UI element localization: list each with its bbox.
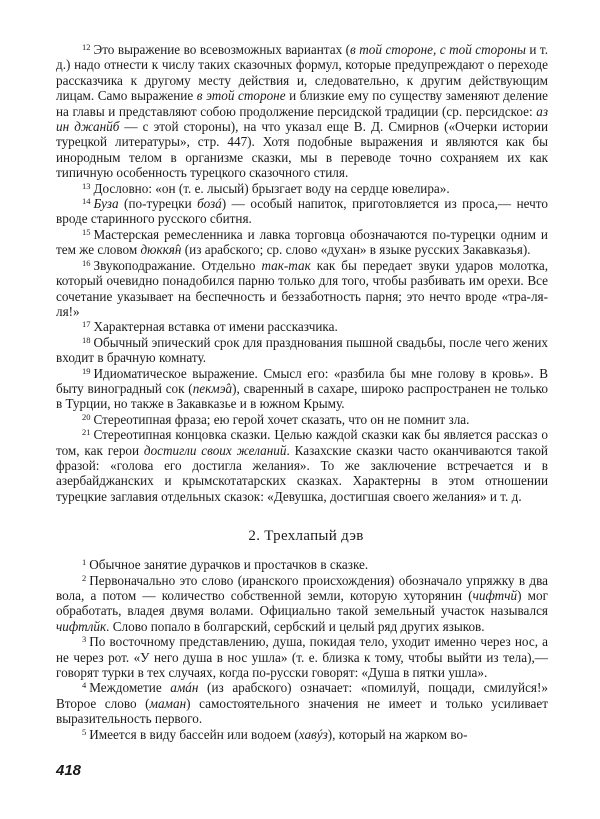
- footnote-text: Стереотипная концовка сказки. Целью каждой сказки как бы является рассказ о том, как герои: [56, 427, 548, 458]
- footnote-text: — с этой стороны), на что указал еще В. Д. Смирнов («Очерки истории турецкой литературы», стр. 447). Хотя подобные выражения и являются как бы инородным телом в организме сказки, мы в переводе точно сохраняем их как типичную особенность турецкого сказочного стиля.: [56, 119, 548, 181]
- footnote-text: (из арабского; ср. слово «духан» в языке русских Закавказья).: [181, 242, 531, 258]
- footnote-text: Идиоматическое выражение. Смысл его: «разбила бы мне голову в кровь». В быту виноградный сок (: [56, 365, 548, 396]
- italic-term: чифтлйк: [56, 618, 107, 634]
- footnote-text: Характерная вставка от имени рассказчика.: [93, 319, 338, 335]
- footnote-text: ) мог обработать, владея двумя волами. Официально такой земельный участок назывался: [56, 588, 548, 619]
- italic-term: амáн: [170, 680, 199, 696]
- footnote-number: 12: [82, 42, 91, 52]
- section-heading: 2. Трехлапый дэв: [248, 528, 364, 545]
- footnote-text: ), сваренный в сахаре, широко распространен не только в Турции, но также в Закавказье и в южном Крыму.: [56, 380, 548, 412]
- footnote: [56, 680, 548, 726]
- footnote-text: Имеется в виду бассейн или водоем (: [89, 726, 299, 742]
- italic-term: достигли своих желаний: [143, 442, 287, 458]
- footnote-number: 4: [82, 680, 87, 691]
- footnote-number: 18: [82, 334, 91, 345]
- footnote: [56, 258, 548, 320]
- footnote: [56, 319, 548, 334]
- footnote-text: и близкие ему по существу заменяют деление на главы и представляют собою продолжение персидской традиции (ср. персидское:: [56, 88, 549, 119]
- footnote: [56, 634, 548, 680]
- footnote-text: . Казахские сказки часто оканчиваются такой фразой: «голова его достигла желания». То же заключение встречается и в азербайджанских и крымскотатарских сказках. Характерны в этом отношении турецкие заглавия отдельных сказок: «Девушка, достигшая своего желания» и т. д.: [56, 442, 548, 504]
- footnote-number: 20: [82, 411, 91, 422]
- footnote-number: 17: [82, 319, 91, 330]
- italic-term: пекмэ̂а: [192, 380, 233, 396]
- footnote-text: По восточному представлению, душа, покидая тело, уходит именно через нос, а не через рот. «У него душа в нос ушла» (т. е. близка к тому, чтобы выйти из тела),— говорят турки в тех случаях, когда по-русски говорят: «Душа в пятки ушла».: [56, 634, 548, 681]
- footnote-text: ) самостоятельного значения не имеет и только усиливает выразительность первого.: [56, 695, 548, 727]
- footnote: [56, 42, 548, 181]
- page-body: [56, 42, 548, 742]
- footnote: [56, 557, 548, 572]
- italic-term: чифтчй: [472, 588, 518, 603]
- footnotes-section-2: [56, 557, 548, 742]
- footnote: [56, 196, 548, 227]
- footnote-text: и т. д.) надо отнести к числу таких сказочных формул, которые предупреждают о переходе рассказчика к другому месту действия и, следовательно, к другим действующим лицам. Само выражение: [56, 42, 549, 104]
- italic-term: в той стороне, с той стороны: [350, 42, 526, 57]
- footnote-text: Обычный эпический срок для празднования пышной свадьбы, после чего жених входит в брачную комнату.: [56, 334, 548, 366]
- italic-term: Буза: [93, 196, 119, 212]
- footnote-text: . Слово попало в болгарский, сербский и целый ряд других языков.: [106, 618, 485, 634]
- footnote-text: ) — особый напиток, приготовляется из проса,— нечто вроде старинного русского сбитня.: [56, 196, 548, 227]
- italic-term: маман: [149, 695, 187, 711]
- footnote: [56, 727, 548, 742]
- footnote-number: 14: [82, 196, 91, 207]
- footnote-number: 15: [82, 226, 91, 237]
- footnote-text: Первоначально это слово (иранского происхождения) обозначало упряжку в два вола, а потом — количество собственной земли, которую хуторянин (: [56, 572, 548, 603]
- footnote: [56, 335, 548, 366]
- footnote-text: Дословно: «он (т. е. лысый) брызгает воду на сердце ювелира».: [93, 180, 450, 196]
- footnote: [56, 366, 548, 412]
- footnote-text: Междометие: [89, 680, 171, 696]
- footnote-text: как бы передает звуки ударов молотка, который очевидно понадобился парню только для того, чтобы разбивать им орехи. Все сочетание указывает на беспечность и беззаботность парня; это нечто вроде «тра-ля-ля!»: [56, 257, 548, 319]
- footnote-text: (из арабского) означает: «помилуй, пощади, смилуйся!» Второе слово (: [56, 680, 548, 711]
- footnote-number: 16: [82, 257, 91, 268]
- footnote-text: Мастерская ремесленника и лавка торговца обозначаются по-турецки одним и тем же словом: [56, 226, 548, 258]
- footnote-number: 19: [82, 365, 91, 376]
- italic-term: дюккя̂н: [140, 242, 182, 258]
- italic-term: аз ин джанйб: [56, 103, 548, 135]
- footnotes-section-1: [56, 42, 548, 504]
- footnote: [56, 573, 548, 635]
- footnote-text: Звукоподражание. Отдельно: [93, 257, 262, 273]
- footnote-text: Обычное занятие дурачков и простачков в сказке.: [89, 557, 369, 573]
- italic-term: хавýз: [298, 726, 328, 742]
- footnote-text: Это выражение во всевозможных вариантах (: [93, 42, 351, 57]
- page-number: 418: [56, 762, 82, 779]
- footnote-number: 5: [82, 726, 87, 737]
- footnote-text: ), который на жарком во-: [327, 726, 468, 742]
- footnote: [56, 412, 548, 427]
- footnote-text: Стереотипная фраза; ею герой хочет сказать, что он не помнит зла.: [93, 411, 470, 427]
- footnote-number: 21: [82, 427, 91, 438]
- footnote: [56, 227, 548, 258]
- italic-term: так-так: [261, 257, 311, 273]
- footnote-number: 1: [82, 557, 87, 568]
- footnote: [56, 427, 548, 504]
- footnote-text: (по-турецки: [118, 196, 198, 212]
- italic-term: бозá: [197, 196, 222, 212]
- footnote-number: 2: [82, 572, 87, 583]
- footnote: [56, 181, 548, 196]
- footnote-number: 13: [82, 180, 91, 191]
- footnote-number: 3: [82, 634, 87, 645]
- italic-term: в этой стороне: [196, 88, 286, 104]
